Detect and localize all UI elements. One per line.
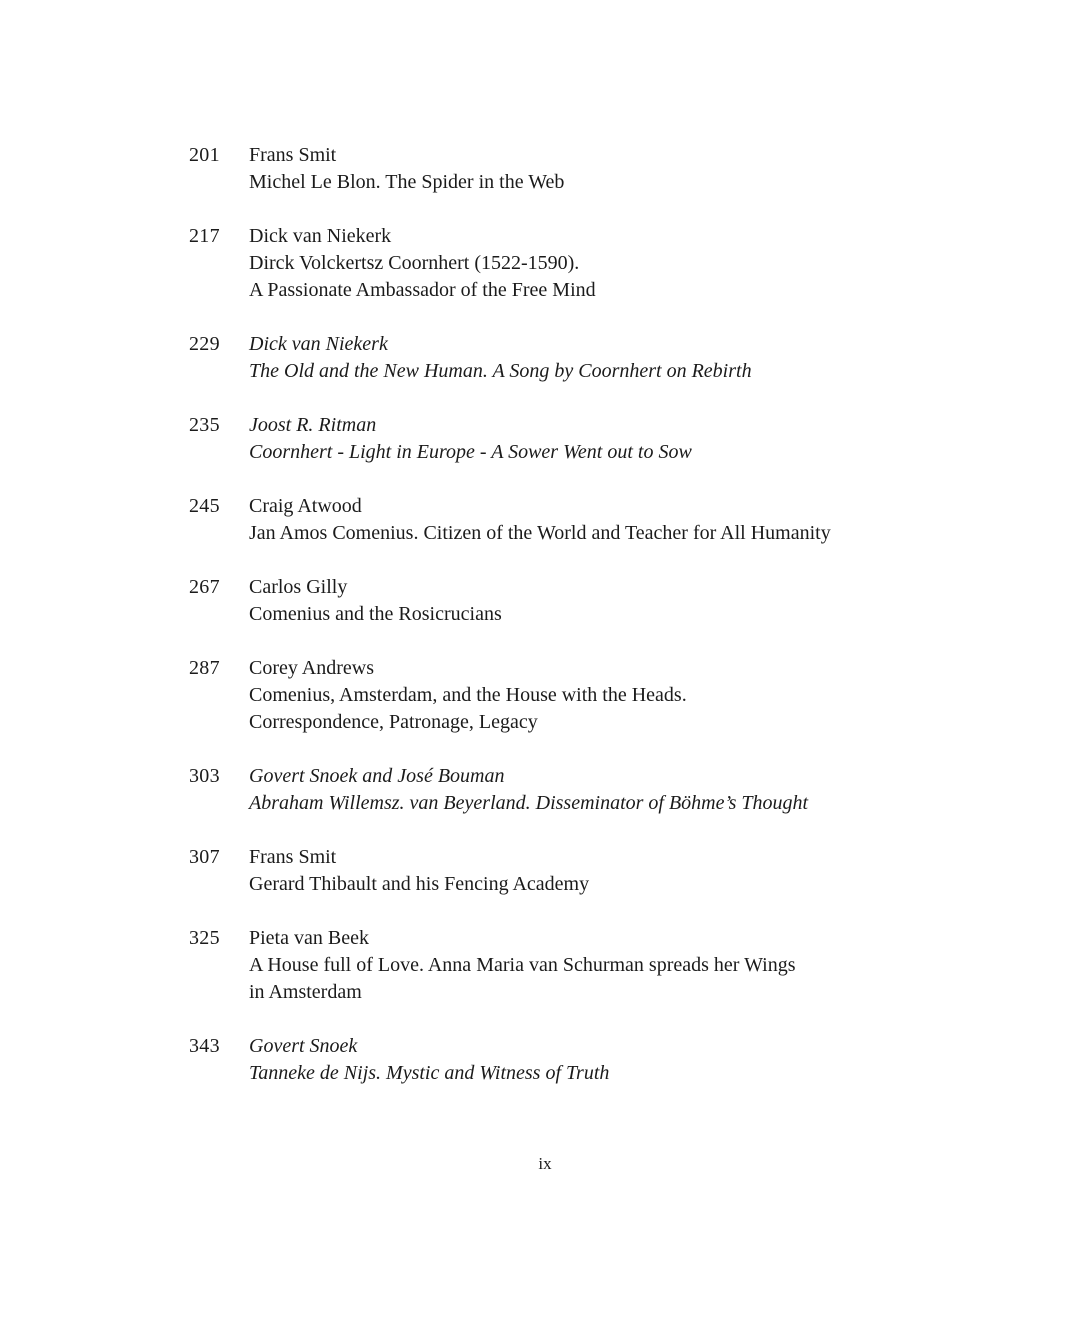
toc-entry-title-line: Comenius and the Rosicrucians: [249, 603, 502, 625]
toc-entry-author: Frans Smit: [249, 144, 337, 166]
toc-entry-title-line: Gerard Thibault and his Fencing Academy: [249, 873, 590, 895]
toc-entry-author: Corey Andrews: [249, 657, 374, 679]
toc-entry-author: Craig Atwood: [249, 495, 362, 517]
toc-entry: [189, 763, 1029, 817]
toc-entry-text: [249, 142, 1029, 196]
toc-entry-text: [249, 925, 1029, 1006]
toc-entry-title-line: A House full of Love. Anna Maria van Schurman spreads her Wings: [249, 954, 796, 976]
toc-entry-title-line: Coornhert - Light in Europe - A Sower Went out to Sow: [249, 441, 692, 463]
toc-entry-author: Pieta van Beek: [249, 927, 369, 949]
toc-entry-page-number: 303: [189, 765, 220, 787]
toc-entry-text: [249, 1033, 1029, 1087]
toc-entry: [189, 223, 1029, 304]
toc-entry-author: Frans Smit: [249, 846, 337, 868]
toc-entry: [189, 574, 1029, 628]
toc-entry-author: Carlos Gilly: [249, 576, 348, 598]
toc-entry-text: [249, 763, 1029, 817]
toc-entry-text: [249, 574, 1029, 628]
toc-entry-page-number: 287: [189, 657, 220, 679]
toc-entry-page-number: 267: [189, 576, 220, 598]
toc-entry-title-line: Correspondence, Patronage, Legacy: [249, 711, 538, 733]
toc-entry-page-number: 325: [189, 927, 220, 949]
toc-entry-title-line: The Old and the New Human. A Song by Coornhert on Rebirth: [249, 360, 752, 382]
toc-entry-author: Joost R. Ritman: [249, 414, 377, 436]
toc-entry-page-number: 245: [189, 495, 220, 517]
toc-entry: [189, 493, 1029, 547]
toc-entry-title-line: Tanneke de Nijs. Mystic and Witness of Truth: [249, 1062, 610, 1084]
toc-entry: [189, 1033, 1029, 1087]
toc-entry-author: Dick van Niekerk: [249, 333, 388, 355]
toc-entry-page-number: 343: [189, 1035, 220, 1057]
toc-entry-title-line: Abraham Willemsz. van Beyerland. Disseminator of Böhme’s Thought: [249, 792, 809, 814]
toc-entry: [189, 655, 1029, 736]
toc-entry-page-number: 229: [189, 333, 220, 355]
toc-entry-title-line: A Passionate Ambassador of the Free Mind: [249, 279, 596, 301]
toc-entry-page-number: 307: [189, 846, 220, 868]
toc-entry-author: Govert Snoek and José Bouman: [249, 765, 505, 787]
toc-entry-title-line: Dirck Volckertsz Coornhert (1522-1590).: [249, 252, 580, 274]
toc-entry-text: [249, 412, 1029, 466]
toc-entry: [189, 844, 1029, 898]
toc-entry-author: Dick van Niekerk: [249, 225, 392, 247]
toc-entry-author: Govert Snoek: [249, 1035, 358, 1057]
page-footer: [0, 1153, 1090, 1175]
folio-page-number: ix: [538, 1154, 552, 1173]
toc-entry: [189, 412, 1029, 466]
toc-entry-title-line: Jan Amos Comenius. Citizen of the World and Teacher for All Humanity: [249, 522, 831, 544]
toc-entry-title-line: in Amsterdam: [249, 981, 362, 1003]
toc-entry: [189, 925, 1029, 1006]
toc-entry: [189, 142, 1029, 196]
toc-entry-text: [249, 655, 1029, 736]
toc-entry-text: [249, 493, 1029, 547]
toc-entry-text: [249, 331, 1029, 385]
toc-entry-page-number: 201: [189, 144, 220, 166]
toc-entry-page-number: 217: [189, 225, 220, 247]
toc-entry-text: [249, 223, 1029, 304]
toc-entry: [189, 331, 1029, 385]
toc-entry-title-line: Comenius, Amsterdam, and the House with the Heads.: [249, 684, 687, 706]
toc-entry-text: [249, 844, 1029, 898]
toc-entry-title-line: Michel Le Blon. The Spider in the Web: [249, 171, 565, 193]
toc-list: [189, 142, 1029, 1114]
toc-entry-page-number: 235: [189, 414, 220, 436]
